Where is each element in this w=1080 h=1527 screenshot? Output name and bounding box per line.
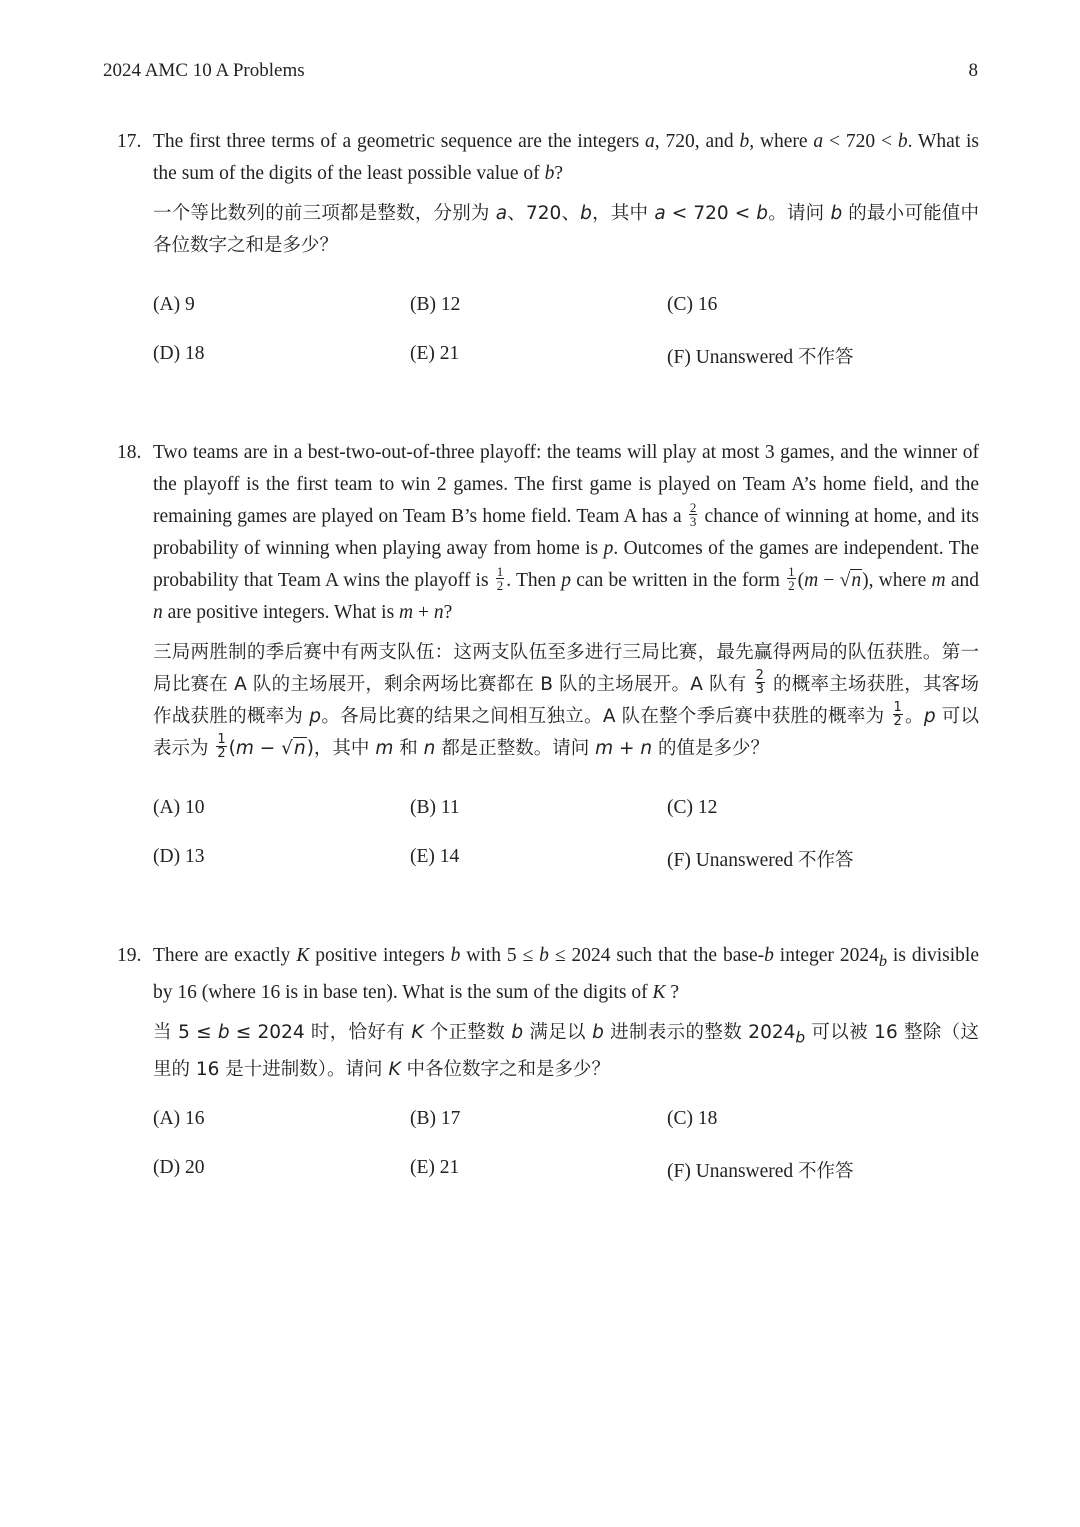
choice-c[interactable]: (C) 12 bbox=[667, 797, 718, 818]
answer-choices-18 bbox=[153, 797, 979, 895]
page-header bbox=[103, 60, 978, 88]
fraction-two-thirds: $\frac{2}{3}$ bbox=[755, 667, 764, 697]
document-title: 2024 AMC 10 A Problems bbox=[103, 60, 305, 81]
fraction-one-half: $\frac{1}{2}$ bbox=[893, 699, 902, 729]
choice-c[interactable]: (C) 16 bbox=[667, 294, 718, 315]
problem-text-en: Two teams are in a best-two-out-of-three playoff: the teams will play at most 3 games, and the winner of the playoff is the first team to win 2 games. The first game is played on Team A’s home field, and the remaining games are played on Team B’s home field. Team A has a $\frac{2}{3}$ chance of winning at home, and its probability of winning when playing away from home is p. Outcomes of the games are independent. The probability that Team A wins the playoff is $\frac{1}{2}$ . Then p can be written in the form $\frac{1}{2}$ (m − √n), where m and n are positive integers. What is m + n? bbox=[153, 442, 979, 623]
choice-f[interactable]: (F) Unanswered 不作答 bbox=[667, 347, 854, 368]
fraction-two-thirds: $\frac{2}{3}$ bbox=[689, 500, 697, 530]
choice-a[interactable]: (A) 10 bbox=[153, 797, 205, 818]
fraction-one-half: $\frac{1}{2}$ bbox=[788, 564, 795, 594]
choice-d[interactable]: (D) 13 bbox=[153, 846, 205, 867]
problem-text-zh: 当 5 ≤ b ≤ 2024 时，恰好有 K 个正整数 b 满足以 b 进制表示的整数 $2024_b$ 可以被 16 整除（这里的 16 是十进制数）。请问 K 中各位数字之和是多少？ bbox=[153, 1021, 980, 1080]
choice-a[interactable]: (A) 9 bbox=[153, 294, 195, 315]
fraction-one-half: $\frac{1}{2}$ bbox=[217, 731, 226, 761]
choice-e[interactable]: (E) 14 bbox=[410, 846, 460, 867]
choice-f[interactable]: (F) Unanswered 不作答 bbox=[667, 1161, 854, 1182]
choice-b[interactable]: (B) 11 bbox=[410, 797, 460, 818]
problem-text-en: The first three terms of a geometric sequence are the integers a, 720, and b, where a < 720 < b. What is the sum of the digits of the least possible value of b? bbox=[153, 131, 980, 184]
page-number: 8 bbox=[968, 60, 978, 81]
fraction-one-half: $\frac{1}{2}$ bbox=[496, 564, 504, 594]
choice-e[interactable]: (E) 21 bbox=[410, 343, 460, 364]
problem-text-zh: 三局两胜制的季后赛中有两支队伍：这两支队伍至多进行三局比赛，最先赢得两局的队伍获胜。第一局比赛在 A 队的主场展开，剩余两场比赛都在 B 队的主场展开。A 队有 $\frac{2}{3}$ 的概率主场获胜，其客场作战获胜的概率为 p。各局比赛的结果之间相互独立。A 队在整个季后赛中获胜的概率为 $\frac{1}{2}$ 。p 可以表示为 $\frac{1}{2}$ (m − √n)，其中 m 和 n 都是正整数。请问 m + n 的值是多少？ bbox=[153, 642, 979, 761]
problem-text-zh: 一个等比数列的前三项都是整数，分别为 a、720、b，其中 a < 720 < b。请问 b 的最小可能值中各位数字之和是多少？ bbox=[153, 203, 979, 256]
choice-d[interactable]: (D) 20 bbox=[153, 1157, 205, 1178]
choice-a[interactable]: (A) 16 bbox=[153, 1108, 205, 1129]
choice-b[interactable]: (B) 12 bbox=[410, 294, 461, 315]
problem-17 bbox=[117, 126, 979, 262]
choice-f[interactable]: (F) Unanswered 不作答 bbox=[667, 850, 854, 871]
problem-text-en: There are exactly K positive integers b with 5 ≤ b ≤ 2024 such that the base-b integer $2024_b$ is divisible by 16 (where 16 is in base ten). What is the sum of the digits of K ? bbox=[153, 945, 980, 1003]
problem-number: 17. bbox=[117, 131, 142, 152]
problem-number: 18. bbox=[117, 442, 142, 463]
answer-choices-17 bbox=[153, 294, 979, 392]
answer-choices-19 bbox=[153, 1108, 979, 1206]
problem-19 bbox=[117, 940, 979, 1086]
choice-d[interactable]: (D) 18 bbox=[153, 343, 205, 364]
choice-c[interactable]: (C) 18 bbox=[667, 1108, 718, 1129]
choice-b[interactable]: (B) 17 bbox=[410, 1108, 461, 1129]
problem-18 bbox=[117, 437, 979, 765]
problem-number: 19. bbox=[117, 945, 142, 966]
choice-e[interactable]: (E) 21 bbox=[410, 1157, 460, 1178]
